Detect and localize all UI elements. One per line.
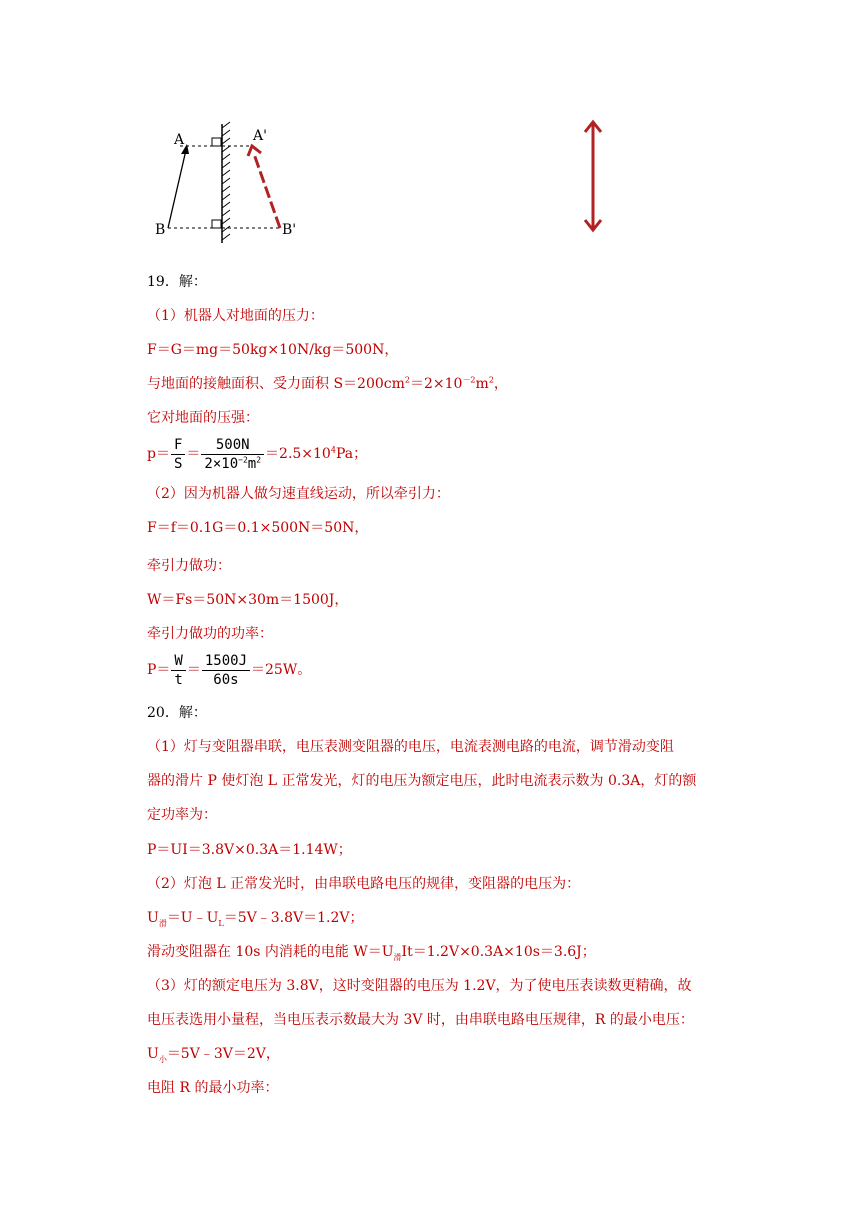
- q19-l5d: 4: [330, 445, 336, 455]
- q19-line-1: （1）机器人对地面的压力：: [147, 308, 324, 324]
- q20-l10b: 小: [158, 1054, 167, 1064]
- right-angle-top: [212, 138, 221, 146]
- q20-line-7: [147, 942, 596, 962]
- image-ab: [254, 154, 280, 228]
- q19-l5c: ＝2.5×10: [265, 446, 331, 462]
- q20-l10a: U: [147, 1046, 159, 1062]
- q19-line-4: 它对地面的压强：: [147, 410, 259, 426]
- q19-line-8: 牵引力做功：: [147, 558, 231, 574]
- fraction-500n-over-area: [201, 436, 264, 473]
- q19-l11b: ＝: [186, 662, 201, 678]
- q20-l6a: U: [147, 910, 159, 926]
- q20-l10c: ＝5V﹣3V＝2V，: [166, 1046, 280, 1062]
- fraction-denominator: S: [173, 455, 183, 472]
- q20-l6b: 滑: [158, 918, 167, 928]
- fraction-denominator: t: [174, 671, 183, 688]
- fraction-w-over-t: [171, 652, 185, 689]
- q19-l3c: ＝2×10: [409, 376, 463, 392]
- q20-line-3: 定功率为：: [147, 807, 217, 823]
- q20-line-8: （3）灯的额定电压为 3.8V，这时变阻器的电压为 1.2V，为了使电压表读数更精确，故: [147, 978, 692, 994]
- q19-l3f: 2: [488, 375, 494, 385]
- q20-line-4: P＝UI＝3.8V×0.3A＝1.14W；: [147, 842, 352, 858]
- label-b: B: [155, 222, 166, 238]
- q19-pressure-formula: [147, 432, 367, 476]
- fraction-numerator: 1500J: [202, 652, 250, 671]
- q20-l6c: ＝U﹣U: [166, 910, 219, 926]
- q19-line-9: W＝Fs＝50N×30m＝1500J，: [147, 592, 349, 608]
- object-ab: [168, 150, 186, 228]
- label-a-prime: A': [253, 128, 267, 144]
- q19-l3e: m: [475, 376, 489, 392]
- q20-line-11: 电阻 R 的最小功率：: [147, 1080, 279, 1096]
- q19-power-formula: [147, 648, 311, 692]
- q20-l6d: L: [218, 918, 224, 928]
- q19-line-7: F＝f＝0.1G＝0.1×500N＝50N，: [147, 520, 369, 536]
- fraction-denominator: [201, 455, 264, 473]
- fraction-numerator: 500N: [201, 436, 264, 455]
- q19-l3d: －2: [462, 375, 476, 385]
- q20-l7b: 滑: [393, 952, 402, 962]
- q20-line-5: （2）灯泡 L 正常发光时，由串联电路电压的规律，变阻器的电压为：: [147, 876, 581, 892]
- q19-l3a: 与地面的接触面积、受力面积 S＝200cm: [147, 376, 405, 392]
- q19-line-10: 牵引力做功的功率：: [147, 626, 273, 642]
- label-b-prime: B': [282, 222, 297, 238]
- mirror-figure: [150, 118, 310, 243]
- q20-line-9: 电压表选用小量程，当电压表示数最大为 3V 时，由串联电路电压规律，R 的最小电压：: [147, 1012, 694, 1028]
- q19-line-3: [147, 374, 508, 394]
- q19-l11c: ＝25W。: [251, 662, 312, 678]
- q19-l11a: P＝: [147, 662, 171, 678]
- fraction-denominator: 60s: [213, 671, 239, 688]
- q20-l6e: ＝5V﹣3.8V＝1.2V；: [223, 910, 364, 926]
- q20-line-10: [147, 1044, 280, 1064]
- fraction-numerator: F: [171, 436, 185, 455]
- q20-l7a: 滑动变阻器在 10s 内消耗的电能 W＝U: [147, 944, 394, 960]
- q20-line-6: [147, 908, 364, 928]
- image-arrowhead: [248, 146, 261, 156]
- q19-line-2: F＝G＝mg＝50kg×10N/kg＝500N，: [147, 342, 399, 358]
- q19-l5e: Pa；: [335, 446, 368, 462]
- q20-heading: 20．解：: [147, 705, 207, 721]
- q19-l5b: ＝: [186, 446, 201, 462]
- q20-line-2: 器的滑片 P 使灯泡 L 正常发光，灯的电压为额定电压，此时电流表示数为 0.3A，灯的额: [147, 773, 697, 789]
- q19-heading: 19．解：: [147, 274, 207, 290]
- double-arrow-figure: [580, 118, 606, 236]
- q19-l3g: ，: [493, 376, 508, 392]
- den-part-b: −2: [238, 454, 248, 464]
- den-part-d: 2: [256, 454, 262, 464]
- right-angle-bottom: [212, 220, 221, 228]
- label-a: A: [174, 132, 185, 148]
- fraction-numerator: W: [171, 652, 185, 671]
- q19-l5a: p＝: [147, 446, 170, 462]
- mirror-hatching: [222, 122, 230, 240]
- den-part-a: 2×10: [204, 455, 239, 472]
- den-part-c: m: [247, 455, 257, 472]
- fraction-f-over-s: [171, 436, 185, 473]
- q19-line-6: （2）因为机器人做匀速直线运动，所以牵引力：: [147, 486, 450, 502]
- fraction-1500j-over-60s: [202, 652, 250, 689]
- q20-line-1: （1）灯与变阻器串联，电压表测变阻器的电压，电流表测电路的电流，调节滑动变阻: [147, 739, 674, 755]
- q19-l3b: 2: [404, 375, 410, 385]
- q20-l7c: It＝1.2V×0.3A×10s＝3.6J；: [401, 944, 596, 960]
